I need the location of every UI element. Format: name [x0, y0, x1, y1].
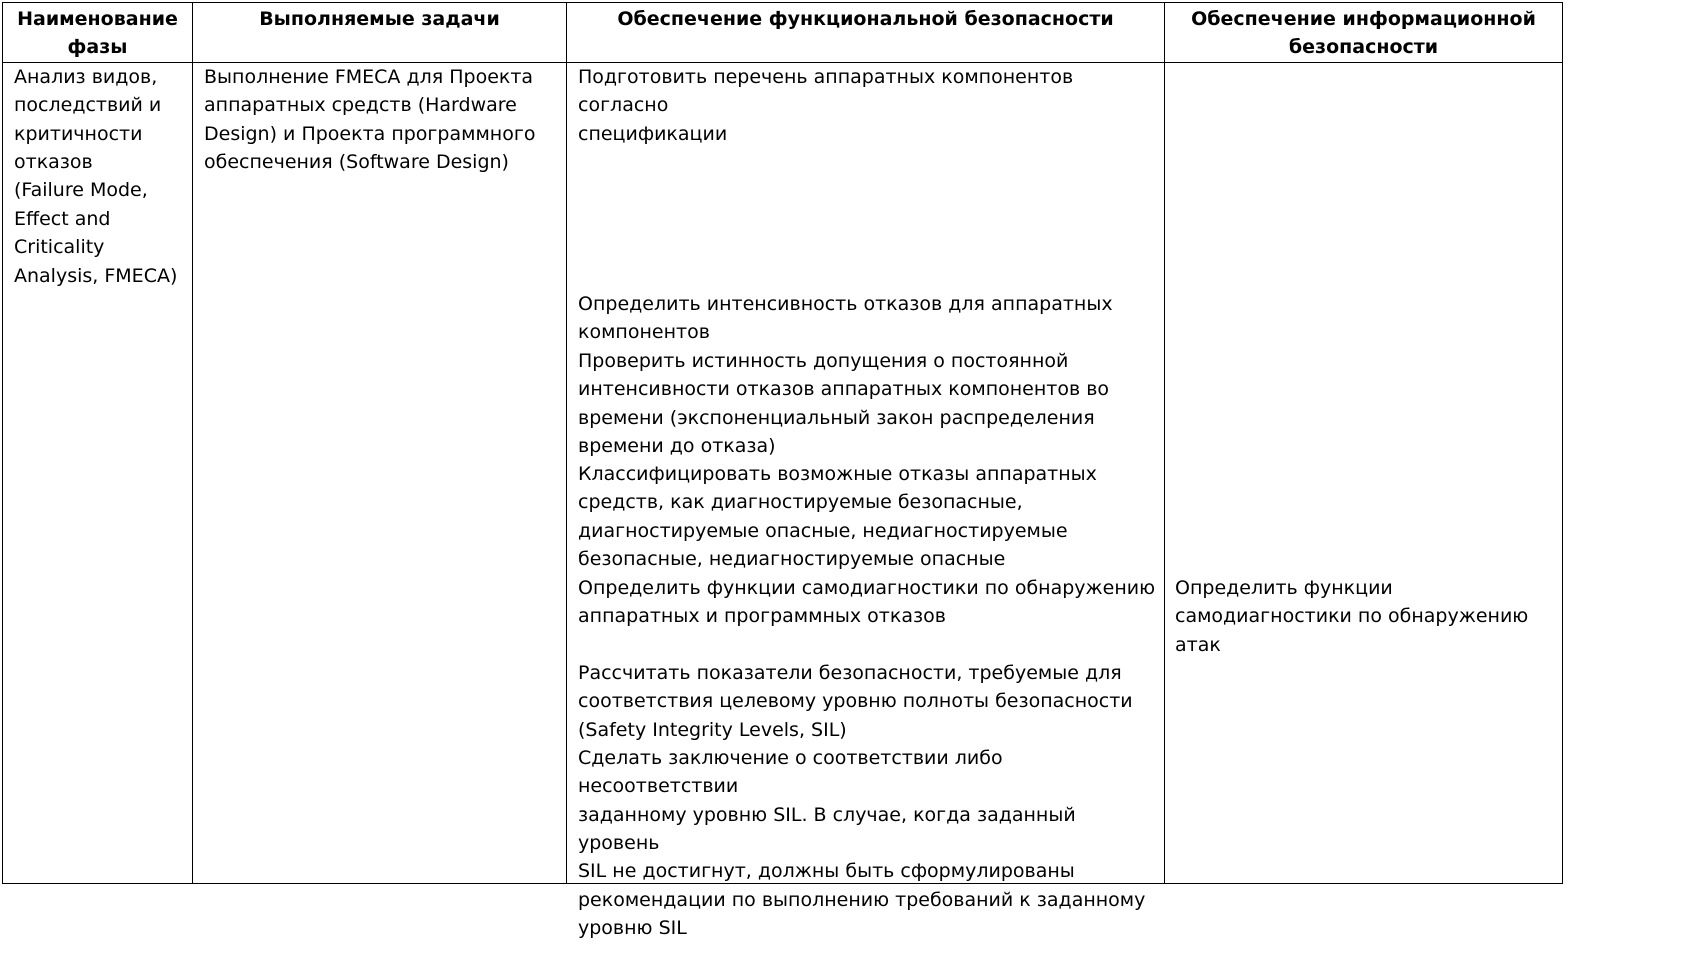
functional-safety-item: Определить функции самодиагностики по обнаружению аппаратных и программных отказов: [578, 576, 1156, 628]
tasks-cell: [193, 62, 567, 883]
document-table-container: [2, 2, 1562, 940]
table-row: [3, 62, 1563, 883]
functional-safety-item: Сделать заключение о соответствии либо несоответствии заданному уровню SIL. В случае, когда заданный уровень SIL не достигнут, должны быть сформулированы рекомендации по выполнению требований к заданному уровню SIL: [578, 746, 1146, 940]
information-security-item: Определить функции самодиагностики по обнаружению атак: [1175, 576, 1529, 656]
functional-safety-item: Подготовить перечень аппаратных компонентов согласно спецификации: [578, 65, 1074, 145]
header-information-security-text: Обеспечение информационной безопасности: [1191, 8, 1536, 59]
functional-safety-cell: [567, 62, 1165, 940]
phase-cell: [3, 62, 193, 883]
header-phase-name-text: Наименование фазы: [17, 8, 178, 59]
phase-name-text: Анализ видов, последствий и критичности отказов (Failure Mode, Effect and Criticality Analysis, FMECA): [14, 65, 178, 287]
header-functional-safety-text: Обеспечение функциональной безопасности: [617, 8, 1114, 30]
header-functional-safety: [567, 3, 1165, 63]
information-security-cell: [1165, 62, 1563, 883]
table-header-row: [3, 3, 1563, 63]
header-tasks: [193, 3, 567, 63]
functional-safety-item: Определить интенсивность отказов для аппаратных компонентов: [578, 292, 1113, 344]
functional-safety-item: Проверить истинность допущения о постоянной интенсивности отказов аппаратных компонентов во времени (экспоненциальный закон распределения времени до отказа): [578, 349, 1110, 458]
functional-safety-item: Классифицировать возможные отказы аппаратных средств, как диагностируемые безопасные, диагностируемые опасные, недиагностируемые безопасные, недиагностируемые опасные: [578, 462, 1097, 571]
header-tasks-text: Выполняемые задачи: [259, 8, 500, 30]
fmeca-phase-table: [2, 2, 1563, 940]
header-information-security: [1165, 3, 1563, 63]
tasks-text: Выполнение FMECA для Проекта аппаратных средств (Hardware Design) и Проекта программного обеспечения (Software Design): [204, 65, 536, 174]
functional-safety-item: Рассчитать показатели безопасности, требуемые для соответствия целевому уровню полноты безопасности (Safety Integrity Levels, SIL): [578, 661, 1133, 741]
header-phase-name: [3, 3, 193, 63]
